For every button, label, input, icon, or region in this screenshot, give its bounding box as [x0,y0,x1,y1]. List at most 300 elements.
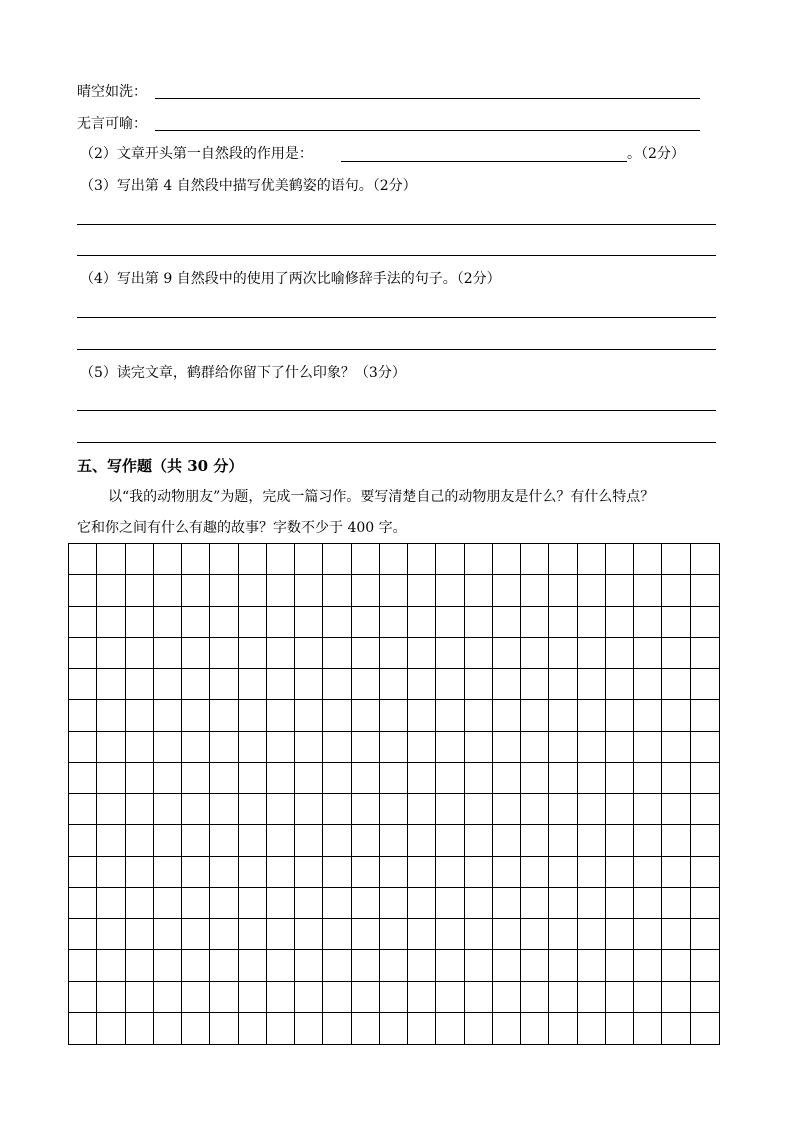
grid-cell[interactable] [549,607,577,638]
grid-cell[interactable] [352,732,380,763]
grid-cell[interactable] [154,732,182,763]
grid-cell[interactable] [69,825,97,856]
grid-cell[interactable] [606,857,634,888]
grid-cell[interactable] [465,700,493,731]
grid-cell[interactable] [606,794,634,825]
grid-cell[interactable] [691,794,719,825]
grid-cell[interactable] [239,919,267,950]
answer-line-q5-2[interactable] [77,442,716,443]
grid-cell[interactable] [210,950,238,981]
grid-cell[interactable] [295,982,323,1013]
grid-cell[interactable] [182,888,210,919]
grid-cell[interactable] [606,825,634,856]
grid-cell[interactable] [521,1013,549,1044]
grid-cell[interactable] [521,794,549,825]
grid-cell[interactable] [97,700,125,731]
grid-cell[interactable] [380,763,408,794]
grid-cell[interactable] [578,575,606,606]
grid-cell[interactable] [493,763,521,794]
grid-cell[interactable] [239,794,267,825]
grid-cell[interactable] [295,544,323,575]
grid-cell[interactable] [465,607,493,638]
grid-cell[interactable] [380,669,408,700]
grid-cell[interactable] [408,700,436,731]
answer-line-qingkongruxi[interactable] [155,98,700,99]
grid-cell[interactable] [352,950,380,981]
grid-cell[interactable] [182,763,210,794]
grid-cell[interactable] [323,825,351,856]
grid-cell[interactable] [323,544,351,575]
grid-cell[interactable] [69,607,97,638]
grid-cell[interactable] [69,888,97,919]
grid-cell[interactable] [126,607,154,638]
grid-cell[interactable] [323,794,351,825]
grid-cell[interactable] [352,575,380,606]
grid-cell[interactable] [239,638,267,669]
grid-cell[interactable] [210,982,238,1013]
grid-cell[interactable] [69,857,97,888]
grid-cell[interactable] [295,763,323,794]
grid-cell[interactable] [493,544,521,575]
grid-cell[interactable] [549,638,577,669]
grid-cell[interactable] [182,544,210,575]
answer-line-q4-2[interactable] [77,349,716,350]
grid-cell[interactable] [465,544,493,575]
grid-cell[interactable] [154,669,182,700]
grid-cell[interactable] [662,919,690,950]
grid-cell[interactable] [69,794,97,825]
grid-cell[interactable] [662,669,690,700]
grid-cell[interactable] [408,669,436,700]
grid-cell[interactable] [267,919,295,950]
grid-cell[interactable] [267,575,295,606]
grid-cell[interactable] [97,669,125,700]
grid-cell[interactable] [465,794,493,825]
grid-cell[interactable] [380,732,408,763]
grid-cell[interactable] [380,700,408,731]
grid-cell[interactable] [436,825,464,856]
grid-cell[interactable] [267,700,295,731]
grid-cell[interactable] [521,544,549,575]
grid-cell[interactable] [154,763,182,794]
grid-cell[interactable] [408,763,436,794]
grid-cell[interactable] [380,794,408,825]
grid-cell[interactable] [154,982,182,1013]
grid-cell[interactable] [323,1013,351,1044]
grid-cell[interactable] [549,575,577,606]
grid-cell[interactable] [182,825,210,856]
grid-cell[interactable] [408,575,436,606]
grid-cell[interactable] [634,857,662,888]
grid-cell[interactable] [691,825,719,856]
grid-cell[interactable] [97,919,125,950]
grid-cell[interactable] [662,1013,690,1044]
grid-cell[interactable] [465,1013,493,1044]
answer-line-q5-1[interactable] [77,410,716,411]
grid-cell[interactable] [408,888,436,919]
grid-cell[interactable] [436,919,464,950]
grid-cell[interactable] [97,857,125,888]
grid-cell[interactable] [126,575,154,606]
grid-cell[interactable] [182,575,210,606]
grid-cell[interactable] [578,544,606,575]
grid-cell[interactable] [465,950,493,981]
grid-cell[interactable] [521,950,549,981]
grid-cell[interactable] [465,732,493,763]
grid-cell[interactable] [182,794,210,825]
grid-cell[interactable] [634,950,662,981]
grid-cell[interactable] [352,825,380,856]
grid-cell[interactable] [69,700,97,731]
grid-cell[interactable] [436,763,464,794]
grid-cell[interactable] [465,638,493,669]
grid-cell[interactable] [126,544,154,575]
grid-cell[interactable] [578,669,606,700]
grid-cell[interactable] [606,700,634,731]
grid-cell[interactable] [267,544,295,575]
grid-cell[interactable] [436,669,464,700]
grid-cell[interactable] [549,982,577,1013]
grid-cell[interactable] [352,1013,380,1044]
grid-cell[interactable] [380,888,408,919]
grid-cell[interactable] [295,919,323,950]
grid-cell[interactable] [691,919,719,950]
grid-cell[interactable] [691,700,719,731]
grid-cell[interactable] [662,575,690,606]
grid-cell[interactable] [634,575,662,606]
grid-cell[interactable] [182,982,210,1013]
grid-cell[interactable] [493,857,521,888]
grid-cell[interactable] [126,669,154,700]
grid-cell[interactable] [210,544,238,575]
grid-cell[interactable] [436,857,464,888]
grid-cell[interactable] [408,607,436,638]
grid-cell[interactable] [691,575,719,606]
grid-cell[interactable] [606,888,634,919]
grid-cell[interactable] [239,825,267,856]
grid-cell[interactable] [521,982,549,1013]
grid-cell[interactable] [493,825,521,856]
grid-cell[interactable] [493,982,521,1013]
grid-cell[interactable] [210,732,238,763]
grid-cell[interactable] [182,732,210,763]
grid-cell[interactable] [210,638,238,669]
grid-cell[interactable] [97,982,125,1013]
grid-cell[interactable] [578,950,606,981]
grid-cell[interactable] [352,700,380,731]
grid-cell[interactable] [323,638,351,669]
grid-cell[interactable] [634,544,662,575]
grid-cell[interactable] [521,825,549,856]
grid-cell[interactable] [634,794,662,825]
grid-cell[interactable] [210,919,238,950]
grid-cell[interactable] [267,950,295,981]
grid-cell[interactable] [465,919,493,950]
grid-cell[interactable] [210,857,238,888]
grid-cell[interactable] [493,794,521,825]
grid-cell[interactable] [210,1013,238,1044]
grid-cell[interactable] [267,607,295,638]
grid-cell[interactable] [436,888,464,919]
grid-cell[interactable] [662,544,690,575]
grid-cell[interactable] [634,982,662,1013]
grid-cell[interactable] [380,982,408,1013]
grid-cell[interactable] [606,669,634,700]
grid-cell[interactable] [634,919,662,950]
grid-cell[interactable] [267,763,295,794]
grid-cell[interactable] [323,669,351,700]
grid-cell[interactable] [210,794,238,825]
grid-cell[interactable] [549,919,577,950]
grid-cell[interactable] [154,888,182,919]
grid-cell[interactable] [436,700,464,731]
grid-cell[interactable] [323,700,351,731]
grid-cell[interactable] [691,638,719,669]
grid-cell[interactable] [408,950,436,981]
grid-cell[interactable] [436,732,464,763]
grid-cell[interactable] [634,1013,662,1044]
grid-cell[interactable] [606,638,634,669]
grid-cell[interactable] [182,607,210,638]
grid-cell[interactable] [323,575,351,606]
grid-cell[interactable] [606,1013,634,1044]
grid-cell[interactable] [521,607,549,638]
grid-cell[interactable] [465,982,493,1013]
grid-cell[interactable] [578,825,606,856]
grid-cell[interactable] [182,857,210,888]
grid-cell[interactable] [97,732,125,763]
grid-cell[interactable] [295,700,323,731]
grid-cell[interactable] [493,575,521,606]
grid-cell[interactable] [380,544,408,575]
grid-cell[interactable] [352,919,380,950]
grid-cell[interactable] [323,919,351,950]
grid-cell[interactable] [606,575,634,606]
grid-cell[interactable] [436,607,464,638]
grid-cell[interactable] [210,607,238,638]
grid-cell[interactable] [436,982,464,1013]
grid-cell[interactable] [549,669,577,700]
grid-cell[interactable] [662,700,690,731]
grid-cell[interactable] [493,919,521,950]
grid-cell[interactable] [352,607,380,638]
grid-cell[interactable] [662,607,690,638]
grid-cell[interactable] [521,700,549,731]
grid-cell[interactable] [97,950,125,981]
grid-cell[interactable] [97,825,125,856]
grid-cell[interactable] [493,950,521,981]
grid-cell[interactable] [493,1013,521,1044]
grid-cell[interactable] [465,669,493,700]
grid-cell[interactable] [97,638,125,669]
grid-cell[interactable] [521,669,549,700]
grid-cell[interactable] [578,763,606,794]
grid-cell[interactable] [691,857,719,888]
grid-cell[interactable] [239,1013,267,1044]
grid-cell[interactable] [295,575,323,606]
writing-grid[interactable] [68,543,720,1045]
grid-cell[interactable] [521,763,549,794]
grid-cell[interactable] [578,1013,606,1044]
grid-cell[interactable] [662,825,690,856]
grid-cell[interactable] [69,669,97,700]
grid-cell[interactable] [493,888,521,919]
grid-cell[interactable] [239,732,267,763]
grid-cell[interactable] [606,982,634,1013]
answer-line-wuyankeyu[interactable] [155,130,700,131]
grid-cell[interactable] [606,950,634,981]
grid-cell[interactable] [606,763,634,794]
grid-cell[interactable] [691,607,719,638]
grid-cell[interactable] [352,982,380,1013]
grid-cell[interactable] [549,1013,577,1044]
grid-cell[interactable] [634,638,662,669]
grid-cell[interactable] [408,919,436,950]
grid-cell[interactable] [634,763,662,794]
grid-cell[interactable] [465,575,493,606]
grid-cell[interactable] [210,825,238,856]
grid-cell[interactable] [239,700,267,731]
grid-cell[interactable] [436,1013,464,1044]
grid-cell[interactable] [154,919,182,950]
grid-cell[interactable] [210,669,238,700]
grid-cell[interactable] [634,732,662,763]
grid-cell[interactable] [182,669,210,700]
grid-cell[interactable] [126,857,154,888]
grid-cell[interactable] [295,950,323,981]
grid-cell[interactable] [69,638,97,669]
grid-cell[interactable] [521,857,549,888]
grid-cell[interactable] [634,700,662,731]
grid-cell[interactable] [126,638,154,669]
grid-cell[interactable] [578,732,606,763]
grid-cell[interactable] [634,825,662,856]
grid-cell[interactable] [493,700,521,731]
grid-cell[interactable] [154,544,182,575]
grid-cell[interactable] [408,794,436,825]
answer-line-q4-1[interactable] [77,317,716,318]
grid-cell[interactable] [578,638,606,669]
grid-cell[interactable] [352,888,380,919]
grid-cell[interactable] [182,950,210,981]
grid-cell[interactable] [691,1013,719,1044]
grid-cell[interactable] [97,763,125,794]
grid-cell[interactable] [606,544,634,575]
grid-cell[interactable] [380,857,408,888]
grid-cell[interactable] [323,950,351,981]
grid-cell[interactable] [493,607,521,638]
grid-cell[interactable] [436,950,464,981]
grid-cell[interactable] [691,763,719,794]
grid-cell[interactable] [662,732,690,763]
grid-cell[interactable] [295,825,323,856]
grid-cell[interactable] [126,825,154,856]
grid-cell[interactable] [662,888,690,919]
grid-cell[interactable] [126,982,154,1013]
grid-cell[interactable] [126,1013,154,1044]
grid-cell[interactable] [323,888,351,919]
grid-cell[interactable] [69,544,97,575]
grid-cell[interactable] [154,607,182,638]
grid-cell[interactable] [154,1013,182,1044]
grid-cell[interactable] [69,919,97,950]
grid-cell[interactable] [182,638,210,669]
grid-cell[interactable] [182,700,210,731]
grid-cell[interactable] [69,732,97,763]
grid-cell[interactable] [578,607,606,638]
grid-cell[interactable] [295,669,323,700]
grid-cell[interactable] [578,888,606,919]
grid-cell[interactable] [69,1013,97,1044]
grid-cell[interactable] [465,857,493,888]
grid-cell[interactable] [126,888,154,919]
grid-cell[interactable] [267,732,295,763]
grid-cell[interactable] [549,888,577,919]
grid-cell[interactable] [578,794,606,825]
grid-cell[interactable] [267,982,295,1013]
grid-cell[interactable] [549,700,577,731]
grid-cell[interactable] [408,857,436,888]
grid-cell[interactable] [578,700,606,731]
grid-cell[interactable] [578,857,606,888]
grid-cell[interactable] [239,950,267,981]
grid-cell[interactable] [352,544,380,575]
grid-cell[interactable] [210,763,238,794]
grid-cell[interactable] [154,638,182,669]
grid-cell[interactable] [210,575,238,606]
grid-cell[interactable] [549,544,577,575]
grid-cell[interactable] [521,732,549,763]
grid-cell[interactable] [295,1013,323,1044]
grid-cell[interactable] [126,919,154,950]
grid-cell[interactable] [352,794,380,825]
grid-cell[interactable] [465,825,493,856]
grid-cell[interactable] [493,669,521,700]
grid-cell[interactable] [239,575,267,606]
grid-cell[interactable] [182,1013,210,1044]
grid-cell[interactable] [549,825,577,856]
grid-cell[interactable] [126,794,154,825]
grid-cell[interactable] [521,638,549,669]
grid-cell[interactable] [126,763,154,794]
grid-cell[interactable] [295,857,323,888]
grid-cell[interactable] [154,857,182,888]
grid-cell[interactable] [182,919,210,950]
grid-cell[interactable] [295,607,323,638]
grid-cell[interactable] [662,982,690,1013]
grid-cell[interactable] [239,888,267,919]
grid-cell[interactable] [549,857,577,888]
grid-cell[interactable] [606,919,634,950]
grid-cell[interactable] [436,544,464,575]
grid-cell[interactable] [662,950,690,981]
grid-cell[interactable] [549,794,577,825]
grid-cell[interactable] [97,888,125,919]
grid-cell[interactable] [352,857,380,888]
grid-cell[interactable] [634,669,662,700]
grid-cell[interactable] [380,575,408,606]
grid-cell[interactable] [691,888,719,919]
grid-cell[interactable] [267,638,295,669]
grid-cell[interactable] [380,638,408,669]
grid-cell[interactable] [239,607,267,638]
grid-cell[interactable] [323,982,351,1013]
grid-cell[interactable] [380,950,408,981]
grid-cell[interactable] [549,732,577,763]
grid-cell[interactable] [295,888,323,919]
answer-line-q3-2[interactable] [77,255,716,256]
grid-cell[interactable] [691,732,719,763]
